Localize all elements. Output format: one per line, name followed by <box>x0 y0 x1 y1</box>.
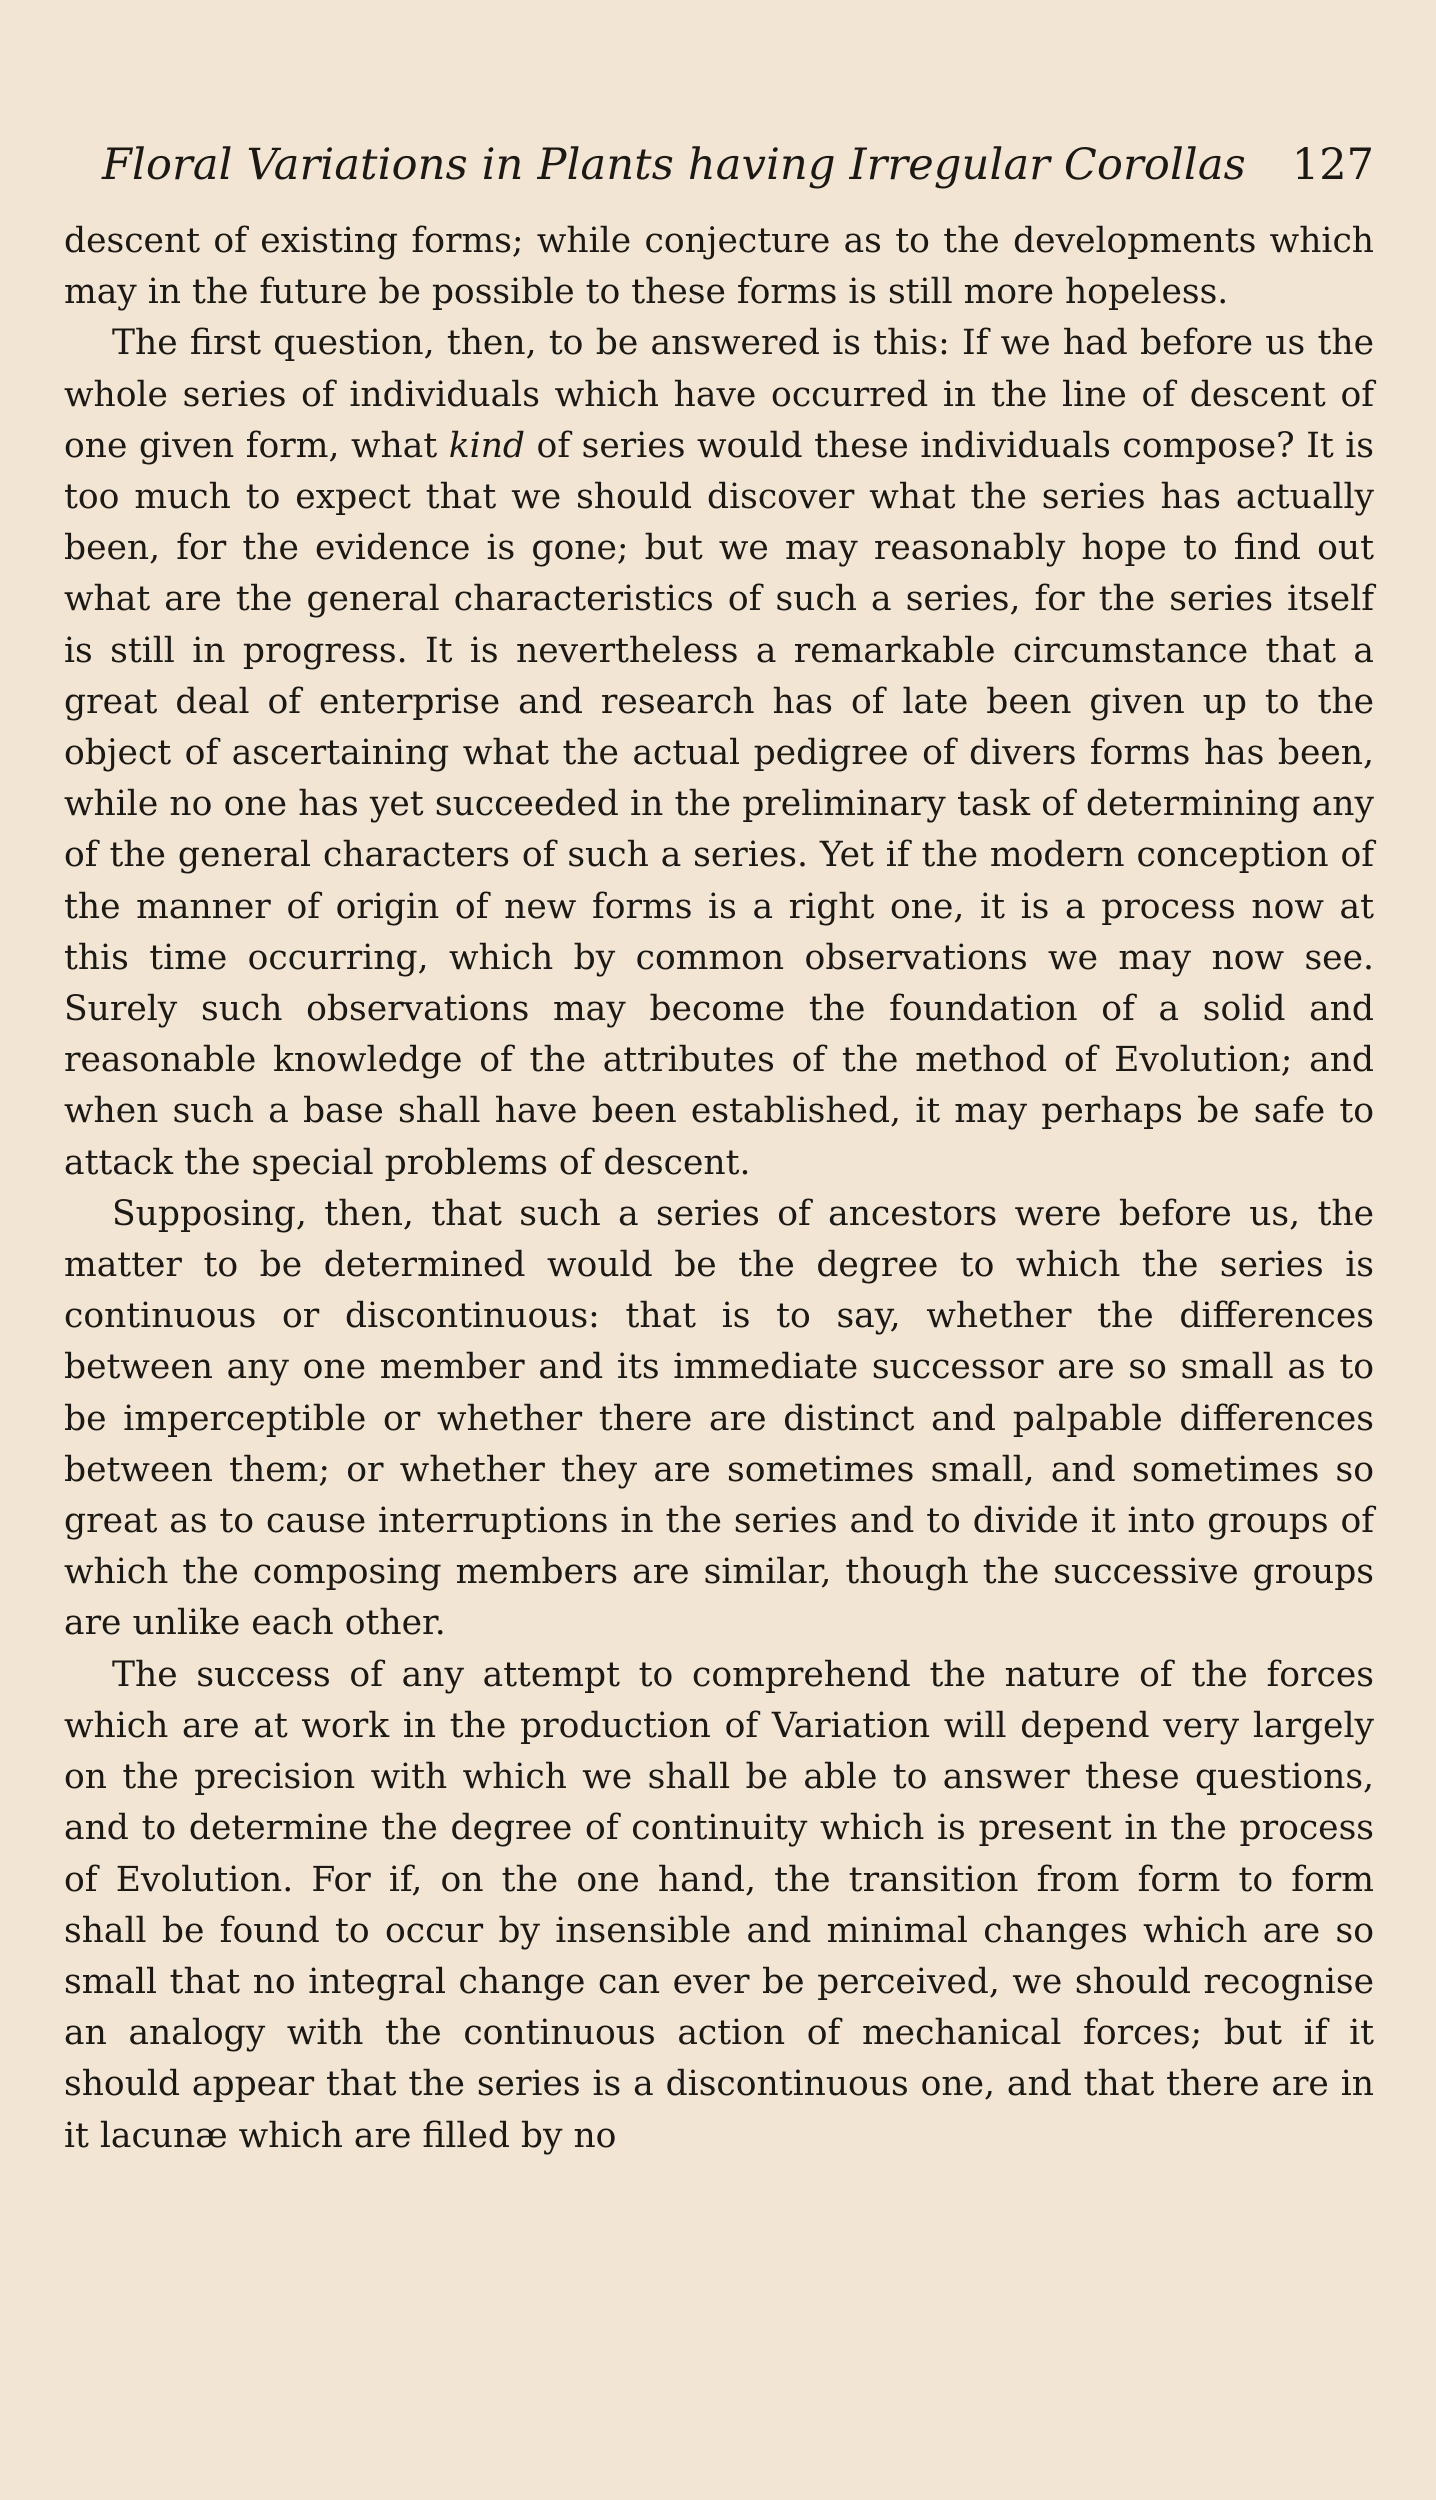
paragraph-4 <box>64 1650 1374 2162</box>
page-number: 127 <box>1291 140 1374 190</box>
running-title: Floral Variations in Plants having Irregular Corollas <box>102 140 1246 190</box>
book-page <box>64 140 1374 2162</box>
paragraph-1-text: descent of existing forms; while conjecture as to the developments which may in the future be possible to these forms is still more hopeless. <box>64 221 1374 313</box>
paragraph-2-text-start: The first question, then, to be answered is this: If we had before us the whole series of individuals which have occurred in the line of descent of one given form, what <box>64 323 1374 466</box>
paragraph-3 <box>64 1189 1374 1650</box>
paragraph-2-text-end: of series would these individuals compose? It is too much to expect that we should discover what the series has actually been, for the evidence is gone; but we may reasonably hope to find out what are the general characteristics of such a series, for the series itself is still in progress. It is nevertheless a remarkable circumstance that a great deal of enterprise and research has of late been given up to the object of ascertaining what the actual pedigree of divers forms has been, while no one has yet succeeded in the preliminary task of determining any of the general characters of such a series. Yet if the modern conception of the manner of origin of new forms is a right one, it is a process now at this time occurring, which by common observations we may now see. Surely such observations may become the foundation of a solid and reasonable knowledge of the attributes of the method of Evolution; and when such a base shall have been established, it may perhaps be safe to attack the special problems of descent. <box>64 425 1374 1183</box>
paragraph-4-text: The success of any attempt to comprehend the nature of the forces which are at work in the production of Variation will depend very largely on the precision with which we shall be able to answer these questions, and to determine the degree of continuity which is present in the process of Evolution. For if, on the one hand, the transition from form to form shall be found to occur by insensible and minimal changes which are so small that no integral change can ever be perceived, we should recognise an analogy with the continuous action of mechanical forces; but if it should appear that the series is a discontinuous one, and that there are in it lacunæ which are filled by no <box>64 1654 1374 2156</box>
paragraph-2 <box>64 318 1374 1188</box>
body-text <box>64 216 1374 2162</box>
paragraph-1 <box>64 216 1374 318</box>
emphasis-kind: kind <box>448 425 525 466</box>
paragraph-3-text: Supposing, then, that such a series of ancestors were before us, the matter to be determined would be the degree to which the series is continuous or discontinuous: that is to say, whether the differences between any one member and its immediate successor are so small as to be imperceptible or whether there are distinct and palpable differences between them; or whether they are sometimes small, and sometimes so great as to cause interruptions in the series and to divide it into groups of which the composing members are similar, though the successive groups are unlike each other. <box>64 1193 1374 1644</box>
running-head <box>64 140 1374 208</box>
